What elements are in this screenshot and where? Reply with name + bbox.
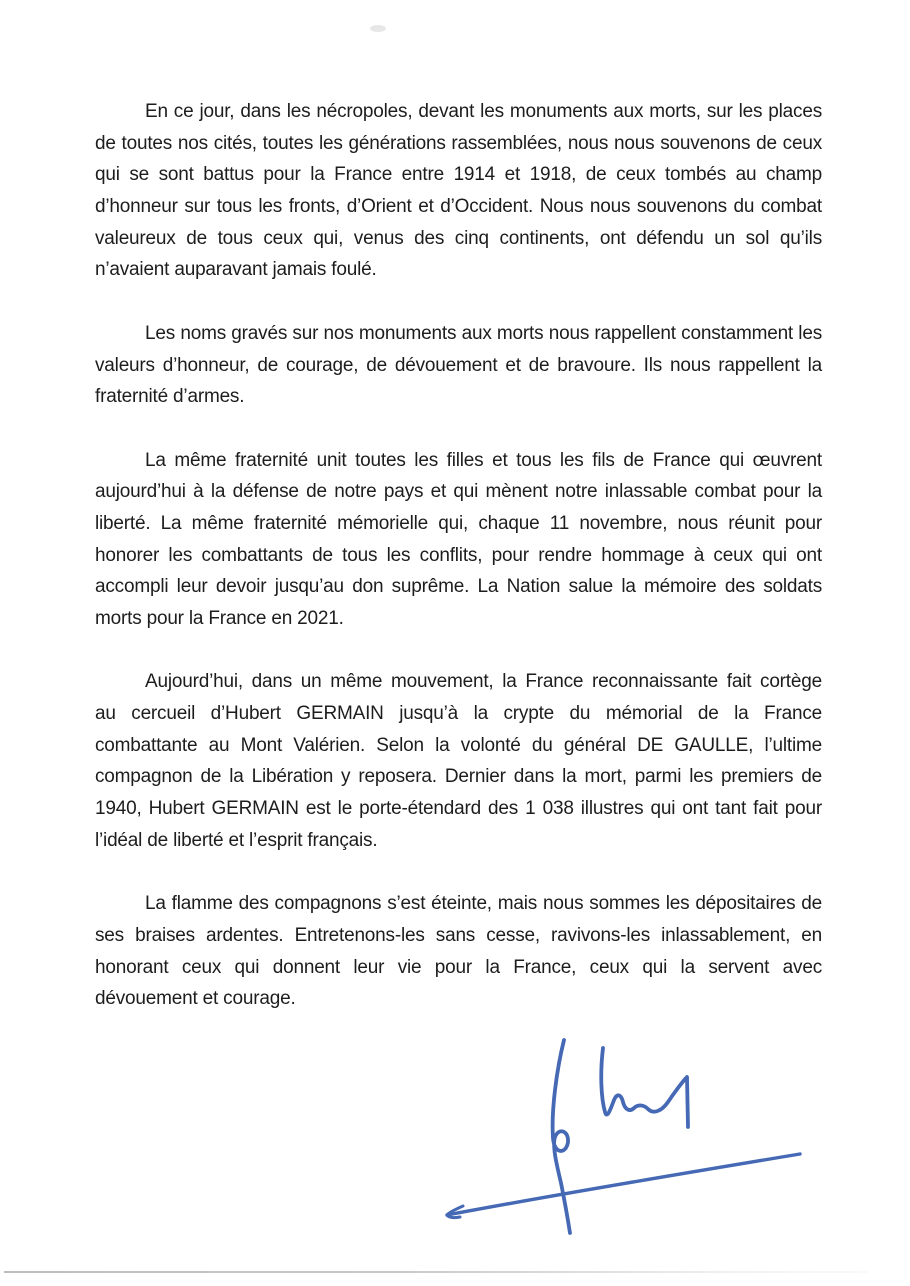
text-line-content: ses braises ardentes. Entretenons-les sans cesse, ravivons-les inlassablement, en [95, 924, 822, 946]
text-line-content: honorer les combattants de tous les conflits, pour rendre hommage à ceux qui ont [95, 544, 822, 566]
signature [437, 1028, 817, 1243]
text-line-content: Aujourd’hui, dans un même mouvement, la France reconnaissante fait cortège [145, 671, 822, 693]
text-line-content: Les noms gravés sur nos monuments aux morts nous rappellent constamment les [145, 322, 822, 344]
text-line [95, 476, 822, 508]
text-line [95, 96, 822, 128]
text-line [95, 603, 822, 635]
text-line-content: valeurs d’honneur, de courage, de dévouement et de bravoure. Ils nous rappellent la [95, 354, 822, 376]
text-line-content: dévouement et courage. [95, 988, 296, 1010]
text-line-content: liberté. La même fraternité mémorielle qui, chaque 11 novembre, nous réunit pour [95, 512, 822, 534]
text-line [95, 508, 822, 540]
text-line-content: d’honneur sur tous les fronts, d’Orient et d’Occident. Nous nous souvenons du combat [95, 196, 822, 218]
text-line [95, 920, 822, 952]
text-line [95, 983, 822, 1015]
text-line [95, 445, 822, 477]
text-line [95, 698, 822, 730]
text-line-content: honorant ceux qui donnent leur vie pour la France, ceux qui la servent avec [95, 956, 822, 978]
text-line [95, 730, 822, 762]
paragraph [95, 445, 822, 635]
text-line [95, 540, 822, 572]
scan-smudge [370, 25, 386, 32]
paragraph [95, 888, 822, 1015]
text-line [95, 825, 822, 857]
text-line [95, 571, 822, 603]
text-line [95, 350, 822, 382]
speech-text-block [95, 96, 822, 1047]
text-line-content: morts pour la France en 2021. [95, 608, 344, 629]
text-line [95, 159, 822, 191]
text-line [95, 223, 822, 255]
text-line-content: 1940, Hubert GERMAIN est le porte-étendard des 1 038 illustres qui ont tant fait pour [95, 798, 822, 820]
text-line-content: fraternité d’armes. [95, 386, 245, 408]
signature-drawing [437, 1028, 817, 1243]
text-line-content: valeureux de tous ceux qui, venus des cinq continents, ont défendu un sol qu’ils [95, 227, 822, 249]
scan-artifact-line [4, 1271, 868, 1273]
text-line-content: aujourd’hui à la défense de notre pays et qui mènent notre inlassable combat pour la [95, 481, 822, 503]
text-line-content: qui se sont battus pour la France entre 1914 et 1918, de ceux tombés au champ [95, 164, 822, 186]
text-line [95, 191, 822, 223]
text-line [95, 381, 822, 413]
text-line-content: En ce jour, dans les nécropoles, devant les monuments aux morts, sur les places [145, 101, 822, 122]
signature-strokes [447, 1040, 800, 1233]
text-line-content: La même fraternité unit toutes les filles et tous les fils de France qui œuvrent [145, 449, 822, 471]
text-line-content: combattante au Mont Valérien. Selon la volonté du général DE GAULLE, l’ultime [95, 734, 822, 756]
paragraph [95, 96, 822, 286]
paragraph [95, 318, 822, 413]
text-line [95, 952, 822, 984]
text-line-content: accompli leur devoir jusqu’au don suprême. La Nation salue la mémoire des soldats [95, 576, 822, 598]
text-line-content: au cercueil d’Hubert GERMAIN jusqu’à la crypte du mémorial de la France [95, 703, 822, 725]
text-line-content: La flamme des compagnons s’est éteinte, mais nous sommes les dépositaires de [145, 893, 822, 915]
text-line-content: de toutes nos cités, toutes les générations rassemblées, nous nous souvenons de ceux [95, 132, 822, 154]
signature-stroke-wave [601, 1048, 688, 1127]
paragraph [95, 666, 822, 856]
text-line-content: n’avaient auparavant jamais foulé. [95, 259, 377, 281]
text-line-content: compagnon de la Libération y reposera. Dernier dans la mort, parmi les premiers de [95, 766, 822, 788]
text-line [95, 254, 822, 286]
text-line [95, 793, 822, 825]
text-line [95, 128, 822, 160]
text-line [95, 761, 822, 793]
text-line [95, 888, 822, 920]
text-line [95, 666, 822, 698]
text-line [95, 318, 822, 350]
text-line-content: l’idéal de liberté et l’esprit français. [95, 829, 378, 851]
signature-stroke-underline [447, 1154, 800, 1215]
signature-stroke-loop [553, 1040, 570, 1233]
